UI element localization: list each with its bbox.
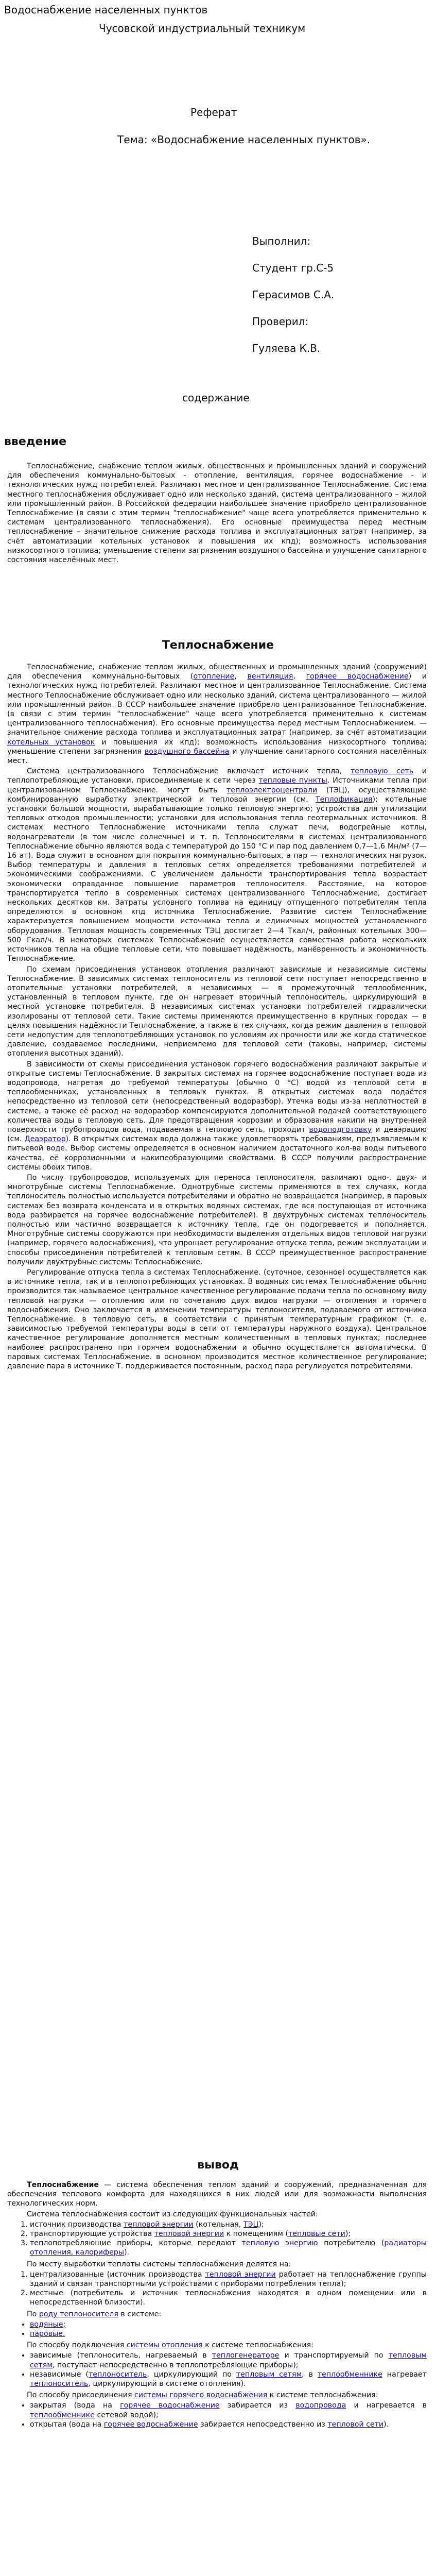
link-deaerator[interactable]: Деаэратор bbox=[24, 1135, 66, 1144]
link-heat-networks[interactable]: тепловым сетям bbox=[30, 2351, 427, 2369]
doc-type: Реферат bbox=[190, 106, 237, 118]
list-item bbox=[30, 2329, 427, 2338]
section-paragraph-6: Регулирование отпуска тепла в системах Теплоснабжение. (суточное, сезонное) осуществляется как в источнике тепла, так и в теплопотребляющих установках. В водяных системах Теплоснабжение обычно производится так называемое центральное качественное регулирование подачи тепла по основному виду тепловой нагрузки — отоплению или по сочетанию двух видов нагрузки — отопления и горячего водоснабжения. Оно заключается в изменении температуры теплоносителя, подаваемого от источника Теплоснабжение. в тепловую сеть, в соответствии с принятым температурным графиком (т. е. зависимостью требуемой температуры воды в сети от температуры наружного воздуха). Центральное качественное регулирование дополняется местным количественным в тепловых пунктах; последнее наиболее распространено при горячем водоснабжении и обычно осуществляется автоматически. В паровых системах Теплоснабжение. в основном производится местное количественное регулирование; давление пара в источнике Т. поддерживается постоянным, расход пара регулируется потребителями. bbox=[7, 1268, 427, 1371]
link-chp-short[interactable]: ТЭЦ bbox=[243, 2220, 259, 2229]
link-heat-network[interactable]: тепловой сети bbox=[327, 2420, 384, 2429]
link-radiators[interactable]: радиаторы отопления, калориферы bbox=[30, 2239, 427, 2257]
list-item: 2. транспортирующие устройства тепловой энергии к помещениям (тепловые сети); bbox=[30, 2229, 427, 2239]
conclusion-paragraph-1: Теплоснабжение — система обеспечения теплом зданий и сооружений, предназначенная для обеспечения теплового комфорта для находящихся в них людей или для возможности выполнения технологических норм. bbox=[7, 2181, 427, 2208]
link-hot-water[interactable]: горячее водоснабжение bbox=[306, 672, 409, 681]
institution-name: Чусовской индустриальный техникум bbox=[99, 22, 306, 35]
intro-paragraph: Теплоснабжение, снабжение теплом жилых, общественных и промышленных зданий и сооружений для обеспечения коммунально-бытовых - отопление, вентиляция, горячее водоснабжение - и технологических нужд потребителей. Различают местное и централизованное Теплоснабжение. Система местного теплоснабжения обслуживает одно или несколько зданий, система централизованного – жилой или промышленный район. В Российской федерации наибольшее значение приобрело централизованное Теплоснабжение (в связи с этим термин "теплоснабжение" чаще всего употребляется применительно к системам централизованного теплоснабжения). Его основные преимущества перед местным теплоснабжение – значительное снижение расхода топлива и эксплуатационных затрат (например, за счёт автоматизации котельных установок и повышения их кпд); возможность использования низкосортного топлива; уменьшение степени загрязнения воздушного бассейна и улучшение санитарного состояния населённых мест. bbox=[7, 462, 427, 565]
section-paragraph-1: Теплоснабжение, снабжение теплом жилых, общественных и промышленных зданий (сооружений) для обеспечения коммунально-бытовых (отопление, вентиляция, горячее водоснабжение) и технологических нужд потребителей. Различают местное и централизованное Теплоснабжение. Система местного Теплоснабжение обслуживает одно или несколько зданий, система централизованного — жилой или промышленный район. В СССР наибольшее значение приобрело централизованное Теплоснабжение. (в связи с этим термин "теплоснабжение" чаще всего употребляется применительно к системам централизованного теплоснабжения). Его основные преимущества перед местным Теплоснабжением. — значительное снижение расхода топлива и эксплуатационных затрат (например, за счёт автоматизации котельных установок и повышения их кпд); возможность использования низкосортного топлива; уменьшение степени загрязнения воздушного бассейна и улучшение санитарного состояния населённых мест. bbox=[7, 663, 427, 766]
conclusion-paragraph-6: По способу присоединения системы горячего водоснабжения к системе теплоснабжения: bbox=[27, 2391, 378, 2400]
checked-label: Проверил: bbox=[252, 315, 309, 328]
link-ventilation[interactable]: вентиляция bbox=[247, 672, 293, 681]
topic: Тема: «Водоснабжение населенных пунктов». bbox=[117, 133, 371, 146]
link-heat-carrier-type[interactable]: роду теплоносителя bbox=[39, 2310, 118, 2318]
list-item: • независимые (теплоноситель, циркулирующий по тепловым сетям, в теплообменнике нагревает теплоноситель, циркулирующий в системе отопления). bbox=[30, 2370, 427, 2388]
link-heat-networks[interactable]: тепловые сети bbox=[288, 2230, 345, 2239]
list-item bbox=[30, 2320, 427, 2329]
link-boiler-plants[interactable]: котельных установок bbox=[7, 738, 95, 747]
link-water-treatment[interactable]: водоподготовку bbox=[309, 1125, 372, 1134]
link-thermal-energy[interactable]: тепловой энергии bbox=[205, 2270, 276, 2279]
carrier-list bbox=[7, 2320, 427, 2338]
student-group: Студент гр.С-5 bbox=[252, 262, 334, 274]
list-item: 3. теплопотребляющие приборы, которые передают тепловую энергию потребителю (радиаторы отопления, калориферы). bbox=[30, 2239, 427, 2257]
section-paragraph-5: По числу трубопроводов, используемых для переноса теплоносителя, различают одно-, двух- и многотрубные системы Теплоснабжение. Однотрубные системы применяются в тех случаях, когда теплоноситель полностью используется потребителями и обратно не возвращается (например, в паровых системах без возврата конденсата и в открытых водяных системах, где вся поступающая от источника вода разбирается на горячее водоснабжение потребителей). В двухтрубных системах теплоноситель полностью или частично возвращается к источнику тепла, где он подогревается и пополняется. Многотрубные системы сооружаются при необходимости выделения отдельных видов тепловой нагрузки (например, горячего водоснабжения), что упрощает регулирование отпуска тепла, режим эксплуатации и способы присоединения потребителей к тепловым сетям. В СССР преимущественное распространение получили двухтрубные системы Теплоснабжение. bbox=[7, 1173, 427, 1266]
link-heat-generator[interactable]: теплогенераторе bbox=[212, 2351, 280, 2360]
intro-heading: введение bbox=[4, 435, 66, 448]
link-steam-systems[interactable]: паровые. bbox=[30, 2330, 65, 2338]
list-item: 1. централизованные (источник производства тепловой энергии работает на теплоснабжение группы зданий и связан транспортными устройствами с приборами потребления тепла); bbox=[30, 2270, 427, 2289]
link-water-systems[interactable]: водяные; bbox=[30, 2320, 66, 2329]
link-thermal-energy[interactable]: тепловой энергии bbox=[124, 2220, 194, 2229]
student-name: Герасимов С.А. bbox=[252, 289, 335, 301]
link-heat-carrier[interactable]: теплоноситель bbox=[30, 2380, 89, 2388]
location-list bbox=[7, 2270, 427, 2308]
link-heat-exchanger[interactable]: теплообменнике bbox=[30, 2411, 95, 2419]
link-hot-water-system[interactable]: системы горячего водоснабжения bbox=[134, 2391, 268, 2400]
link-heating-system[interactable]: системы отопления bbox=[126, 2341, 203, 2350]
components-list bbox=[7, 2220, 427, 2258]
teacher-name: Гуляева К.В. bbox=[252, 342, 321, 354]
connection-list bbox=[7, 2351, 427, 2388]
conclusion-heading: вывод bbox=[197, 2159, 239, 2172]
section-paragraph-4: В зависимости от схемы присоединения установок горячего водоснабжения различают закрытые и открытые системы Теплоснабжение. В закрытых системах на горячее водоснабжение поступает вода из водопровода, нагретая до требуемой температуры (обычно 0 °С) водой из тепловой сети в теплообменниках, установленных в тепловых пунктах. В открытых системах вода подаётся непосредственно из тепловой сети (непосредственный водоразбор). Утечка воды из-за неплотностей в системе, а также её расход на водоразбор компенсируются дополнительной подачей соответствующего количества воды в тепловую сеть. Для предотвращения коррозии и образования накипи на внутренней поверхности трубопроводов вода, подаваемая в тепловую сеть, проходит водоподготовку и деаэрацию (см. Деаэратор). В открытых системах вода должна также удовлетворять требованиям, предъявляемым к питьевой воде. Выбор системы определяется в основном наличием достаточного кол-ва воды питьевого качества, её коррозионными и накипеобразующими свойствами. В СССР получили распространение системы обоих типов. bbox=[7, 1060, 427, 1172]
list-item: • открытая (вода на горячее водоснабжение забирается непосредственно из тепловой сети). bbox=[30, 2420, 427, 2429]
link-chp[interactable]: теплоэлектроцентрали bbox=[226, 786, 318, 794]
link-hot-water[interactable]: горячее водоснабжение bbox=[103, 2420, 198, 2429]
link-air-basin[interactable]: воздушного бассейна bbox=[144, 747, 230, 756]
link-cogeneration[interactable]: Теплофикация bbox=[316, 795, 373, 804]
link-water-supply[interactable]: водопровода bbox=[295, 2401, 346, 2410]
link-thermal-energy[interactable]: тепловой энергии bbox=[154, 2230, 224, 2239]
doc-header-title: Водоснабжение населенных пунктов bbox=[4, 4, 208, 16]
section-paragraph-3: По схемам присоединения установок отопления различают зависимые и независимые системы Теплоснабжение. В зависимых системах теплоноситель из тепловой сети поступает непосредственно в отопительные установки потребителей, в независимых — в промежуточный теплообменник, установленный в тепловом пункте, где он нагревает вторичный теплоноситель, циркулирующий в местной установке потребителя. В независимых системах установки потребителей гидравлически изолированы от тепловой сети. Такие системы применяются преимущественно в крупных городах — в целях повышения надёжности Теплоснабжение, а также в тех случаях, когда режим давления в тепловой сети недопустим для теплопотребляющих установок по условиям их прочности или же когда статическое давление, создаваемое последними, неприемлемо для тепловой сети (таковы, например, системы отопления высотных зданий). bbox=[7, 965, 427, 1058]
link-heat-network[interactable]: тепловую сеть bbox=[350, 767, 414, 776]
list-item: • зависимые (теплоноситель, нагреваемый в теплогенераторе и транспортируемый по тепловым сетям, поступает непосредственно в теплопотребляющие приборы); bbox=[30, 2351, 427, 2369]
link-heat-networks[interactable]: тепловым сетям bbox=[236, 2370, 302, 2379]
link-heat-exchanger[interactable]: теплообменнике bbox=[317, 2370, 382, 2379]
link-thermal-energy[interactable]: тепловую энергию bbox=[241, 2239, 318, 2248]
link-hot-water[interactable]: горячее водоснабжение bbox=[120, 2401, 220, 2410]
section-body bbox=[7, 663, 427, 1372]
conclusion-paragraph-4: По роду теплоносителя в системе: bbox=[27, 2310, 162, 2318]
link-heat-points[interactable]: тепловые пункты bbox=[258, 776, 327, 785]
link-heating[interactable]: отопление bbox=[193, 672, 235, 681]
hot-water-list bbox=[7, 2401, 427, 2429]
done-label: Выполнил: bbox=[252, 235, 311, 247]
conclusion-paragraph-2: Система теплоснабжения состоит из следующих функциональных частей: bbox=[27, 2210, 318, 2218]
contents-heading: содержание bbox=[182, 392, 250, 404]
intro-text bbox=[7, 462, 427, 566]
section-paragraph-2: Система централизованного Теплоснабжение включает источник тепла, тепловую сеть и теплопотребляющие установки, присоединяемые к сети через тепловые пункты. Источниками тепла при централизованном Теплоснабжение. могут быть теплоэлектроцентрали (ТЭЦ), осуществляющие комбинированную выработку электрической и тепловой энергии (см. Теплофикация); котельные установки большой мощности, вырабатывающие только тепловую энергию; устройства для утилизации тепловых отходов промышленности; установки для использования тепла геотермальных источников. В системах местного Теплоснабжение источниками тепла служат печи, водогрейные котлы, водонагреватели (в том числе солнечные) и т. п. Теплоносителями в системах централизованного Теплоснабжение обычно являются вода с температурой до 150 °С и пар под давлением 0,7—1,6 Мн/м² (7—16 ат). Вода служит в основном для покрытия коммунально-бытовых, а пар — технологических нагрузок. Выбор температуры и давления в тепловых сетях определяется требованиями потребителей и экономическими соображениями. С увеличением дальности транспортирования тепла возрастает экономически оправданное повышение параметров теплоносителя. Расстояние, на которое транспортируется тепло в современных системах централизованного Теплоснабжение, достигает нескольких десятков км. Затраты условного топлива на единицу отпущенного потребителям тепла определяются в основном кпд источника Теплоснабжение. Развитие систем Теплоснабжение характеризуется повышением мощности источника тепла и единичных мощностей установленного оборудования. Тепловая мощность современных ТЭЦ достигает 2—4 Ткал/ч, районных котельных 300—500 Гкал/ч. В некоторых системах Теплоснабжение осуществляется совместная работа нескольких источников тепла на общие тепловые сети, что повышает надёжность, манёвренность и экономичность Теплоснабжение. bbox=[7, 767, 427, 963]
conclusion-paragraph-5: По способу подключения системы отопления к системе теплоснабжения: bbox=[27, 2341, 313, 2350]
conclusion-paragraph-3: По месту выработки теплоты системы теплоснабжения делятся на: bbox=[27, 2260, 291, 2268]
list-item: • закрытая (вода на горячее водоснабжение забирается из водопровода и нагревается в теплообменнике сетевой водой); bbox=[30, 2401, 427, 2419]
link-heat-carrier[interactable]: теплоноситель bbox=[88, 2370, 147, 2379]
list-item: 2. местные (потребитель и источник теплоснабжения находятся в одном помещении или в непосредственной близости). bbox=[30, 2289, 427, 2307]
section-heading: Теплоснабжение bbox=[162, 639, 274, 652]
conclusion-body bbox=[7, 2180, 427, 2431]
list-item: 1. источник производства тепловой энергии (котельная, ТЭЦ); bbox=[30, 2220, 427, 2229]
